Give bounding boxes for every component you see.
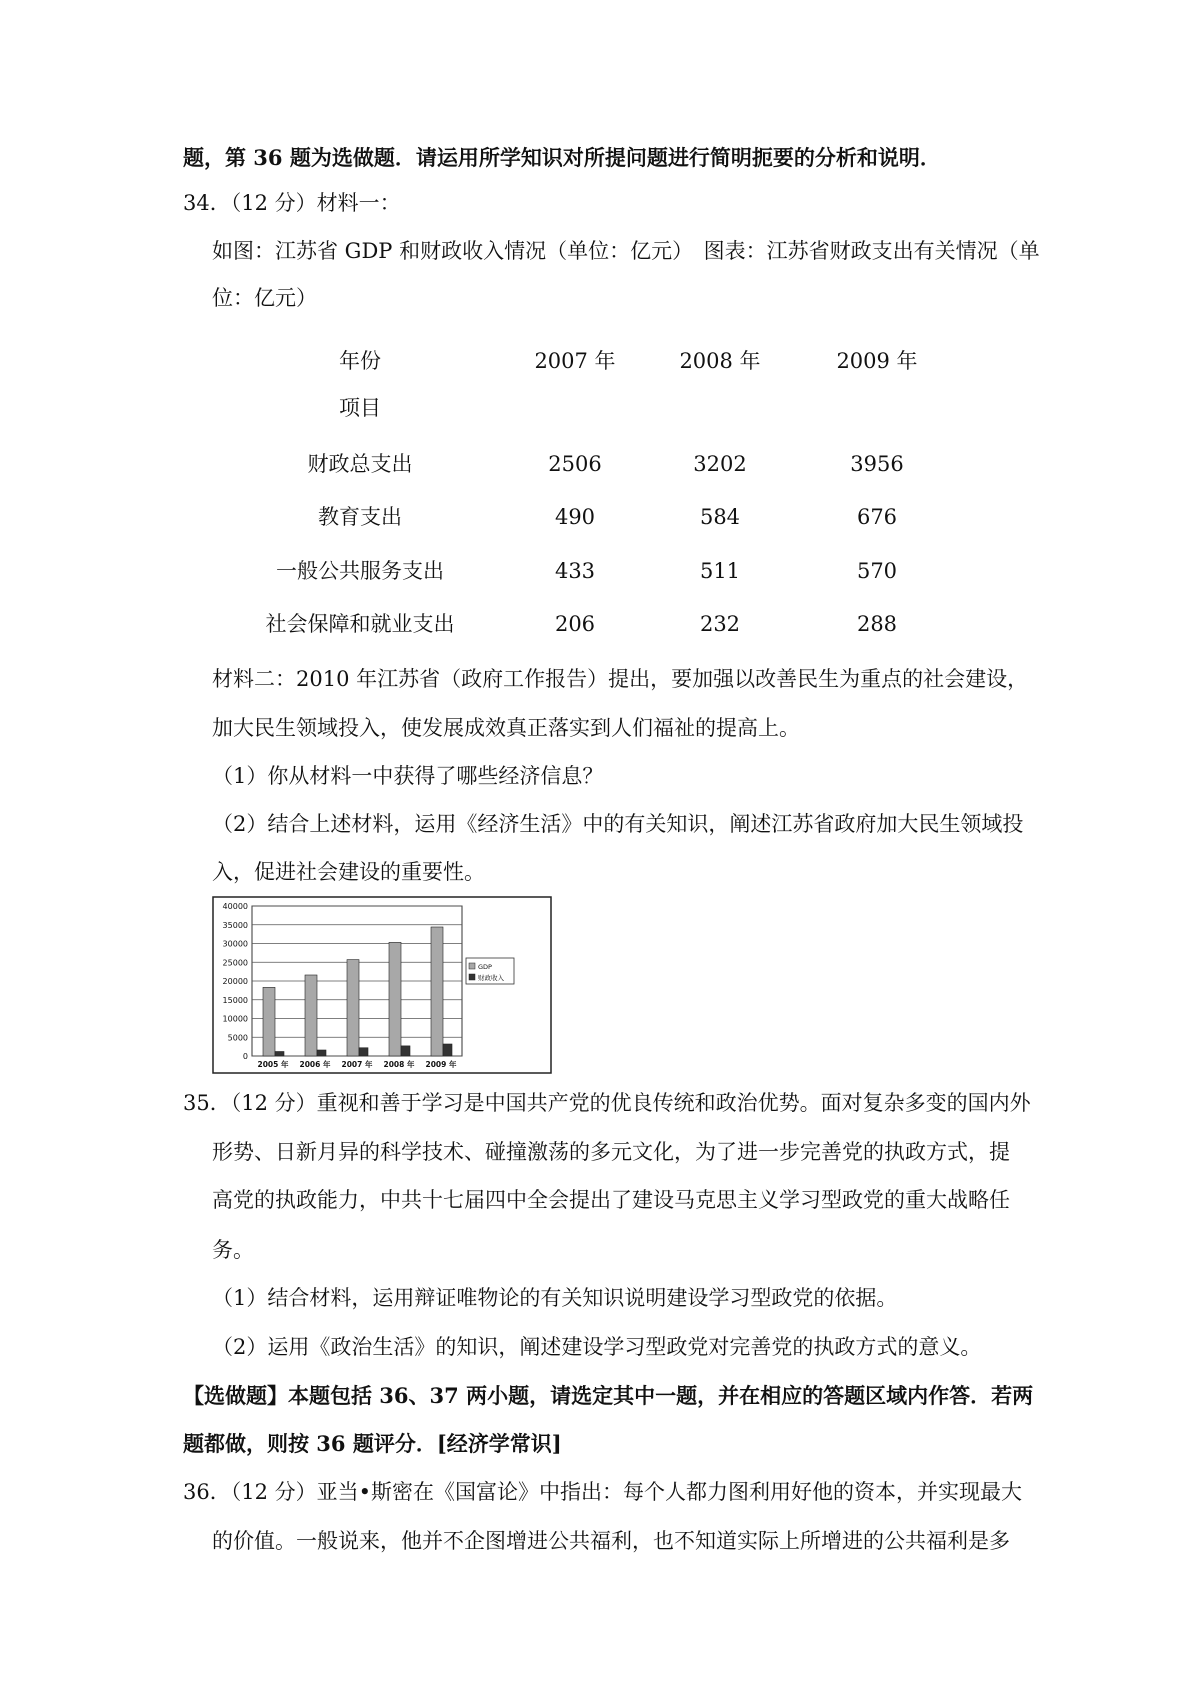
question-36-line-a: 36．（12 分）亚当•斯密在《国富论》中指出：每个人都力图利用好他的资本，并实现最大 (183, 1480, 1023, 1504)
y-tick-label: 15000 (222, 995, 248, 1005)
table-cell: 584 (699, 505, 741, 529)
table-row-label: 教育支出 (318, 505, 402, 529)
intro-line: 题，第 36 题为选做题．请运用所学知识对所提问题进行简明扼要的分析和说明． (183, 145, 941, 170)
legend-swatch (469, 974, 475, 980)
question-34-part-2-a: （2）结合上述材料，运用《经济生活》中的有关知识，阐述江苏省政府加大民生领域投 (212, 812, 1024, 836)
table-cell: 3956 (850, 452, 904, 476)
question-35-part-1: （1）结合材料，运用辩证唯物论的有关知识说明建设学习型政党的依据。 (212, 1286, 898, 1310)
table-cell: 676 (856, 505, 898, 529)
table-cell: 288 (856, 612, 898, 636)
table-year-2009: 2009 年 (836, 349, 918, 373)
table-header-year: 年份 (339, 349, 381, 373)
material-1-line-a: 如图：江苏省 GDP 和财政收入情况（单位：亿元） 图表：江苏省财政支出有关情况（单 (212, 239, 1040, 263)
y-tick-label: 0 (242, 1052, 248, 1061)
table-year-2007: 2007 年 (534, 349, 616, 373)
y-tick-label: 40000 (222, 902, 248, 911)
question-34-part-2-b: 入，促进社会建设的重要性。 (212, 860, 485, 884)
table-row-label: 社会保障和就业支出 (265, 612, 455, 636)
bar-fiscal-revenue (275, 1052, 284, 1057)
legend-label: GDP (478, 963, 492, 971)
question-34-part-1: （1）你从材料一中获得了哪些经济信息？ (212, 764, 604, 788)
x-tick-label: 2007 年 (341, 1060, 373, 1069)
y-tick-label: 20000 (222, 977, 248, 986)
x-tick-label: 2009 年 (425, 1060, 457, 1069)
table-cell: 570 (856, 559, 898, 583)
question-35-line-c: 高党的执政能力，中共十七届四中全会提出了建设马克思主义学习型政党的重大战略任 (212, 1188, 1010, 1212)
question-34-title: 34．（12 分）材料一： (183, 191, 401, 215)
legend-swatch (469, 963, 475, 969)
y-tick-label: 10000 (222, 1014, 248, 1024)
material-2-line-b: 加大民生领域投入，使发展成效真正落实到人们福祉的提高上。 (212, 716, 800, 740)
bar-fiscal-revenue (401, 1046, 410, 1056)
elective-note-a: 【选做题】本题包括 36、37 两小题，请选定其中一题，并在相应的答题区域内作答．若两 (183, 1383, 1034, 1408)
table-cell: 433 (554, 559, 596, 583)
bar-gdp (305, 975, 317, 1056)
bar-fiscal-revenue (359, 1048, 368, 1056)
bar-fiscal-revenue (317, 1050, 326, 1056)
x-tick-label: 2006 年 (299, 1060, 331, 1069)
table-header-item: 项目 (339, 396, 381, 420)
y-tick-label: 30000 (222, 939, 248, 949)
question-35-part-2: （2）运用《政治生活》的知识，阐述建设学习型政党对完善党的执政方式的意义。 (212, 1335, 982, 1359)
bar-gdp (263, 987, 275, 1056)
x-tick-label: 2005 年 (257, 1060, 289, 1069)
table-year-2008: 2008 年 (679, 349, 761, 373)
question-35-line-a: 35．（12 分）重视和善于学习是中国共产党的优良传统和政治优势。面对复杂多变的国内外 (183, 1091, 1031, 1115)
question-35-line-d: 务。 (212, 1238, 254, 1262)
table-row-label: 一般公共服务支出 (276, 559, 444, 583)
elective-note-b: 题都做，则按 36 题评分．[经济学常识] (183, 1431, 562, 1456)
table-cell: 511 (699, 559, 741, 583)
bar-gdp (389, 942, 401, 1056)
y-tick-label: 25000 (222, 958, 248, 968)
question-35-line-b: 形势、日新月异的科学技术、碰撞激荡的多元文化，为了进一步完善党的执政方式，提 (212, 1140, 1010, 1164)
y-tick-label: 5000 (227, 1033, 248, 1043)
legend-label: 财政收入 (478, 974, 504, 982)
y-tick-label: 35000 (222, 920, 248, 930)
gdp-fiscal-revenue-chart (212, 896, 552, 1074)
material-2-line-a: 材料二：2010 年江苏省（政府工作报告）提出，要加强以改善民生为重点的社会建设， (212, 667, 1029, 691)
bar-fiscal-revenue (443, 1044, 452, 1056)
table-row-label: 财政总支出 (307, 452, 413, 476)
table-cell: 490 (554, 505, 596, 529)
table-cell: 232 (699, 612, 741, 636)
x-tick-label: 2008 年 (383, 1060, 415, 1069)
bar-gdp (431, 927, 443, 1056)
bar-gdp (347, 960, 359, 1056)
question-36-line-b: 的价值。一般说来，他并不企图增进公共福利，也不知道实际上所增进的公共福利是多 (212, 1529, 1010, 1553)
table-cell: 3202 (693, 452, 747, 476)
table-cell: 2506 (548, 452, 602, 476)
material-1-line-b: 位：亿元） (212, 286, 317, 310)
table-cell: 206 (554, 612, 596, 636)
